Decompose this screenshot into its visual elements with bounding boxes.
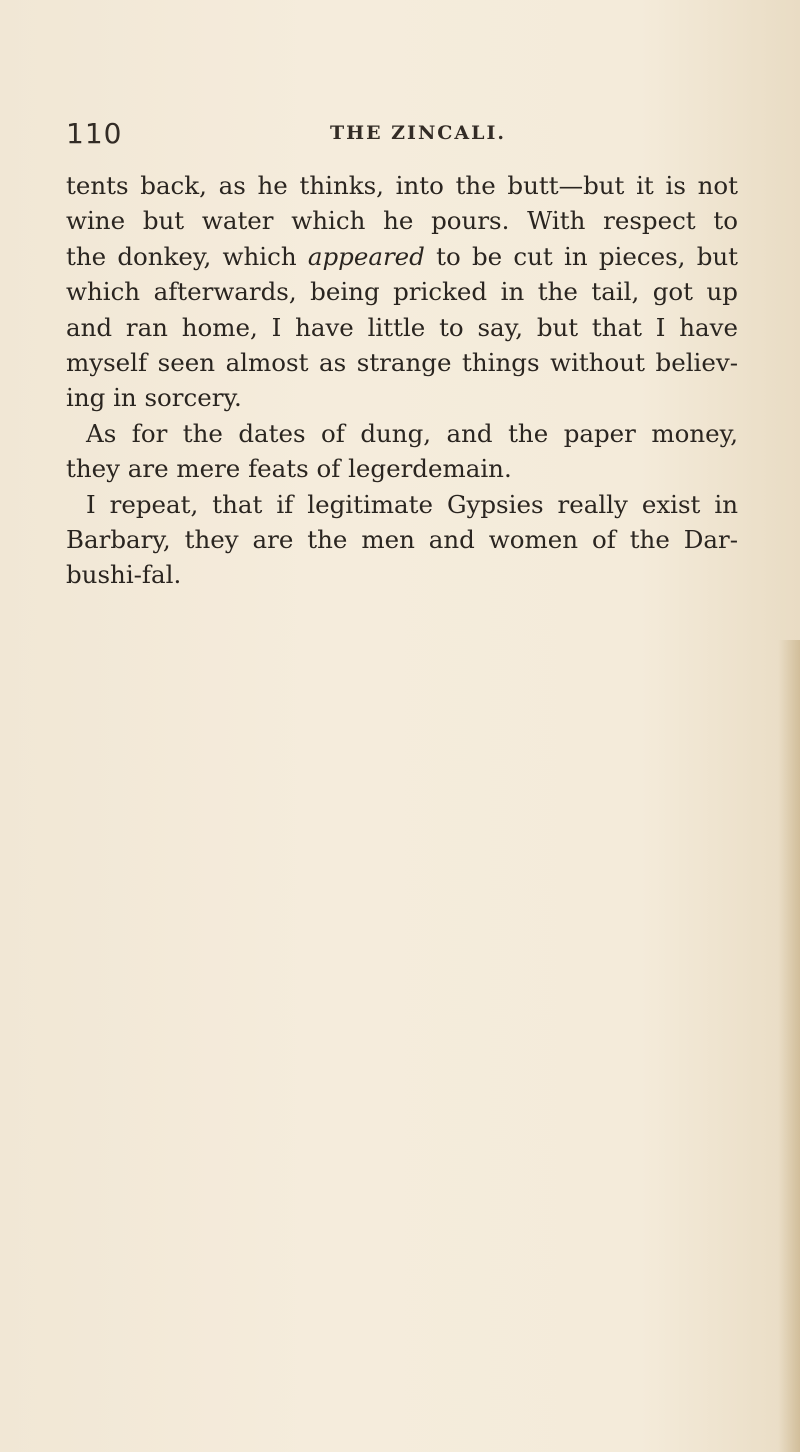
paragraph-1 bbox=[66, 168, 738, 416]
text-line: tents back, as he thinks, into the butt—but it is not bbox=[66, 171, 738, 200]
text-line: they are mere feats of legerdemain. bbox=[66, 454, 512, 484]
text-line: and ran home, I have little to say, but that I have bbox=[66, 312, 738, 342]
paragraph-2 bbox=[66, 416, 738, 487]
text-segment: to be cut in pieces, but bbox=[424, 241, 738, 271]
text-line: myself seen almost as strange things without believ- bbox=[66, 347, 738, 377]
text-line bbox=[66, 239, 738, 274]
page-header bbox=[66, 117, 736, 157]
body-text bbox=[66, 168, 738, 593]
text-line: I repeat, that if legitimate Gypsies really exist in bbox=[86, 489, 738, 519]
text-line: bushi-fal. bbox=[66, 560, 182, 590]
page-edge-stain bbox=[778, 640, 800, 1452]
paragraph-3 bbox=[66, 487, 738, 593]
text-line: As for the dates of dung, and the paper money, bbox=[86, 418, 738, 448]
running-head: THE ZINCALI. bbox=[330, 122, 507, 144]
page-number: 110 bbox=[66, 117, 123, 150]
italic-word: appeared bbox=[307, 241, 425, 271]
text-line: Barbary, they are the men and women of the Dar- bbox=[66, 524, 738, 554]
text-line: which afterwards, being pricked in the tail, got up bbox=[66, 277, 738, 307]
text-segment: the donkey, which bbox=[66, 241, 308, 271]
text-line: ing in sorcery. bbox=[66, 383, 242, 413]
text-line: wine but water which he pours. With respect to bbox=[66, 206, 738, 236]
